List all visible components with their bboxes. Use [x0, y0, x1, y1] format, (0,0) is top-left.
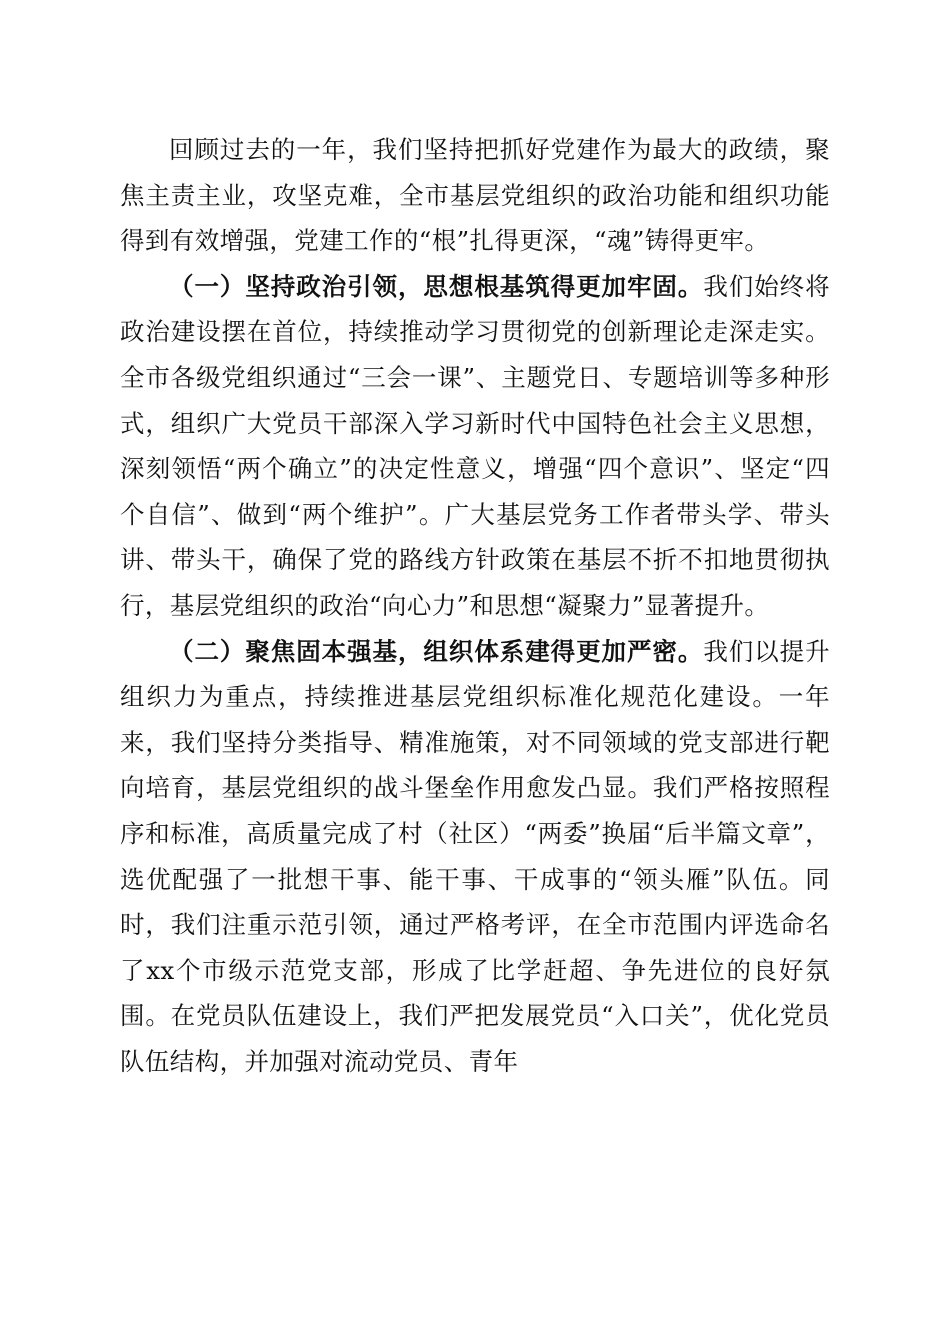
document-body: [120, 127, 830, 1084]
paragraph-section-1: [120, 264, 830, 629]
paragraph-text: 我们始终将政治建设摆在首位，持续推动学习贯彻党的创新理论走深走实。全市各级党组织通过“三会一课”、主题党日、专题培训等多种形式，组织广大党员干部深入学习新时代中国特色社会主义思想，深刻领悟“两个确立”的决定性意义，增强“四个意识”、坚定“四个自信”、做到“两个维护”。广大基层党务工作者带头学、带头讲、带头干，确保了党的路线方针政策在基层不折不扣地贯彻执行，基层党组织的政治“向心力”和思想“凝聚力”显著提升。: [120, 271, 831, 620]
paragraph-section-2: [120, 629, 830, 1085]
paragraph-text: 我们以提升组织力为重点，持续推进基层党组织标准化规范化建设。一年来，我们坚持分类指导、精准施策，对不同领域的党支部进行靶向培育，基层党组织的战斗堡垒作用愈发凸显。我们严格按照程序和标准，高质量完成了村（社区）“两委”换届“后半篇文章”，选优配强了一批想干事、能干事、干成事的“领头雁”队伍。同时，我们注重示范引领，通过严格考评，在全市范围内评选命名了xx个市级示范党支部，形成了比学赶超、争先进位的良好氛围。在党员队伍建设上，我们严把发展党员“入口关”，优化党员队伍结构，并加强对流动党员、青年: [120, 636, 831, 1076]
paragraph-intro: [120, 127, 830, 264]
paragraph-text: 回顾过去的一年，我们坚持把抓好党建作为最大的政绩，聚焦主责主业，攻坚克难，全市基层党组织的政治功能和组织功能得到有效增强，党建工作的“根”扎得更深，“魂”铸得更牢。: [120, 135, 830, 256]
section-heading: （二）聚焦固本强基，组织体系建得更加严密。: [169, 636, 704, 666]
section-heading: （一）坚持政治引领，思想根基筑得更加牢固。: [169, 271, 704, 301]
